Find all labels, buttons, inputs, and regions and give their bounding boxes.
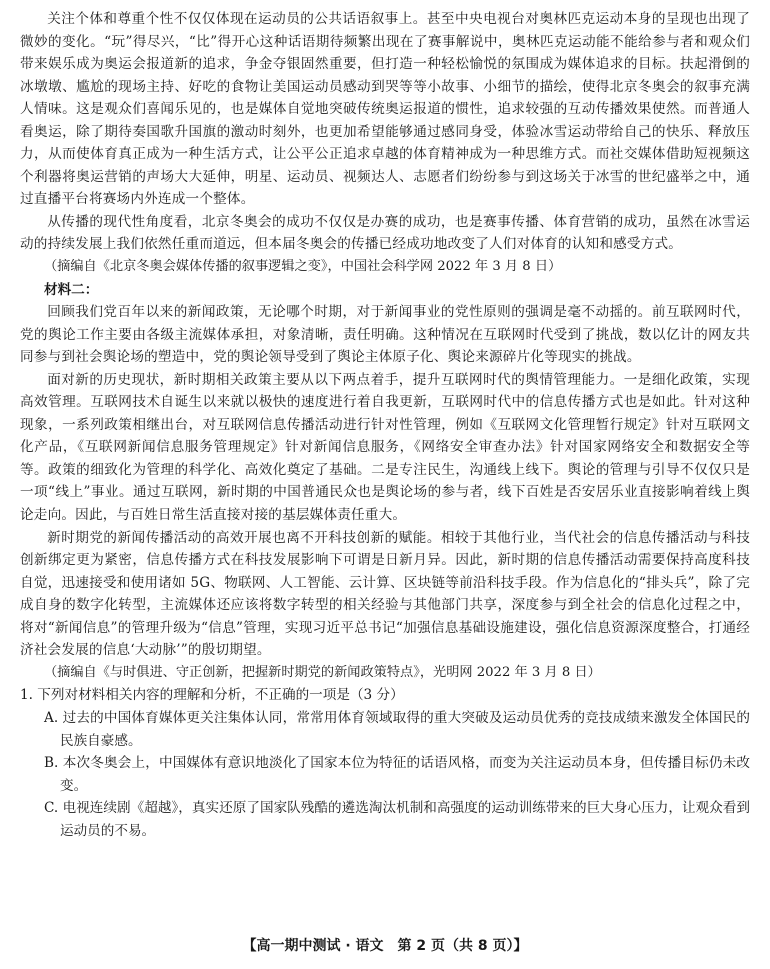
option-a: A. 过去的中国体育媒体更关注集体认同，常常用体育领域取得的重大突破及运动员优秀的竞技成绩来激发全体国民的民族自豪感。	[44, 709, 750, 749]
material-heading: 材料二：	[44, 281, 99, 298]
paragraph: 新时期党的新闻传播活动的高效开展也离不开科技创新的赋能。相较于其他行业，当代社会的信息传播活动与科技创新绑定更为紧密，信息传播方式在科技发展影响下可谓是日新月异。因此，新时期的信息传播活动需要保持高度科技自觉，迅速接受和使用诸如 5G、物联网、人工智能、云计算、区块链等前沿科技手段。作为信息化的“排头兵”，除了完成自身的数字化转型，主流媒体还应该将数字转型的相关经验与其他部门共享，深度参与到全社会的信息化过程之中，将对“新闻信息”的管理升级为“信息”管理，实现习近平总书记“加强信息基础设施建设，强化信息资源深度整合，打通经济社会发展的信息‘大动脉’”的殷切期望。	[20, 529, 750, 659]
source-citation: （摘编自《北京冬奥会媒体传播的叙事逻辑之变》，中国社会科学网 2022 年 3 月 8 日）	[44, 259, 562, 275]
paragraph: 关注个体和尊重个性不仅仅体现在运动员的公共话语叙事上。甚至中央电视台对奥林匹克运动本身的呈现也出现了微妙的变化。“玩”得尽兴，“比”得开心这种话语期待频繁出现在了赛事解说中，奥林匹克运动能不能给参与者和观众们带来娱乐成为奥运会报道新的追求，争金夺银固然重要，但打造一种轻松愉悦的氛围成为媒体追求的目标。扶起滑倒的冰墩墩、尴尬的现场主持、好吃的食物让美国运动员感动到哭等等小故事、小细节的描绘，使得北京冬奥会的叙事充满人情味。这是观众们喜闻乐见的，也是媒体自觉地突破传统奥运报道的惯性，追求较强的互动传播效果使然。而普通人看奥运，除了期待奏国歌升国旗的激动时刻外，也更加希望能够通过感同身受，体验冰雪运动带给自己的快乐、释放压力，从而使体育真正成为一种生活方式，让公平公正追求卓越的体育精神成为一种思维方式。而社交媒体借助短视频这个利器将奥运营销的声场大大延伸，明星、运动员、视频达人、志愿者们纷纷参与到这场关于冰雪的世纪盛举之中，通过直播平台将赛场内外连成一个整体。	[20, 11, 750, 208]
paragraph: 面对新的历史现状，新时期相关政策主要从以下两点着手，提升互联网时代的舆情管理能力。一是细化政策，实现高效管理。互联网技术自诞生以来就以极快的速度进行着自我更新，互联网时代中的信息传播方式也是如此。针对这种现象，一系列政策相继出台，对互联网信息传播活动进行针对性管理，例如《互联网文化管理暂行规定》针对互联网文化产品，《互联网新闻信息服务管理规定》针对新闻信息服务，《网络安全审查办法》针对国家网络安全和数据安全等等。政策的细致化为管理的科学化、高效化奠定了基础。二是专注民生，沟通线上线下。舆论的管理与引导不仅仅只是一项“线上”事业。通过互联网，新时期的中国普通民众也是舆论场的参与者，线下百姓是否安居乐业直接影响着线上舆论走向。因此，与百姓日常生活直接对接的基层媒体责任重大。	[20, 371, 750, 524]
option-c: C. 电视连续剧《超越》，真实还原了国家队残酷的遴选淘汰机制和高强度的运动训练带来的巨大身心压力，让观众看到运动员的不易。	[44, 800, 750, 839]
source-citation: （摘编自《与时俱进、守正创新，把握新时期党的新闻政策特点》，光明网 2022 年 3 月 8 日）	[44, 664, 601, 680]
question-stem: 1. 下列对材料相关内容的理解和分析，不正确的一项是（3 分）	[20, 687, 404, 704]
paragraph: 回顾我们党百年以来的新闻政策，无论哪个时期，对于新闻事业的党性原则的强调是毫不动摇的。前互联网时代，党的舆论工作主要由各级主流媒体承担，对象清晰，责任明确。这种情况在互联网时代受到了挑战，数以亿计的网友共同参与到社会舆论场的塑造中，党的舆论领导受到了舆论主体原子化、舆论来源碎片化等现实的挑战。	[20, 304, 750, 366]
paragraph: 从传播的现代性角度看，北京冬奥会的成功不仅仅是办赛的成功，也是赛事传播、体育营销的成功，虽然在冰雪运动的持续发展上我们依然任重而道远，但本届冬奥会的传播已经成功地改变了人们对体育的认知和感受方式。	[20, 213, 750, 253]
option-b: B. 本次冬奥会上，中国媒体有意识地淡化了国家本位为特征的话语风格，而变为关注运动员本身，但传播目标仍未改变。	[44, 755, 750, 794]
page-footer: 【高一期中测试 · 语文 第 2 页（共 8 页）】	[242, 938, 528, 954]
